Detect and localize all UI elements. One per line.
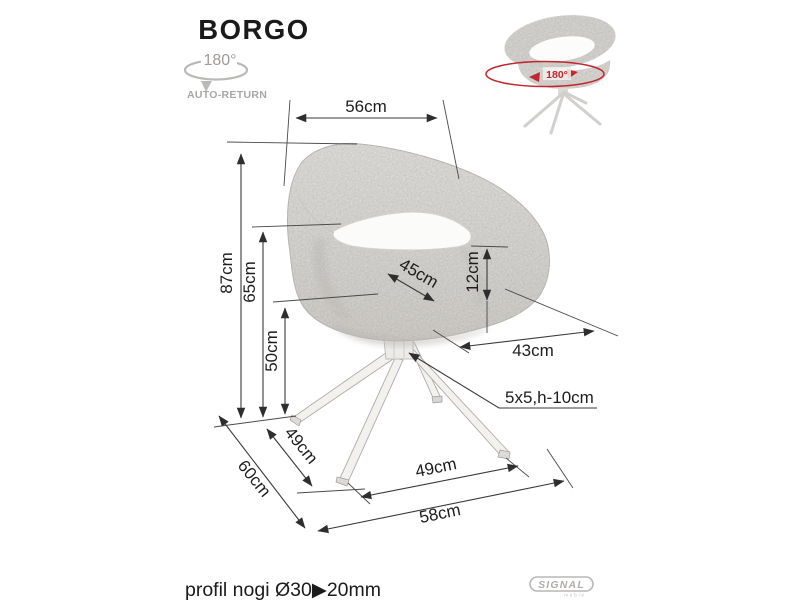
dim-base-width-label: 58cm — [417, 500, 463, 528]
chair-leg-right — [405, 347, 509, 457]
dim-base-inner-depth-label: 49cm — [280, 423, 322, 468]
chair-photo-thumbnail — [486, 8, 619, 133]
dim-base-inner-width-label: 49cm — [413, 454, 459, 482]
leg-profile-note: profil nogi Ø30▶20mm — [185, 579, 381, 601]
chair-base — [290, 328, 510, 486]
dim-total-height-label: 87cm — [217, 252, 236, 294]
dim-base-inner-width — [348, 454, 529, 504]
chair-leg-left — [295, 350, 396, 423]
product-title: BORGO — [198, 14, 310, 45]
brand-subtitle: meble — [564, 592, 586, 598]
dim-seat-depth-label: 43cm — [512, 341, 554, 360]
photo-legs — [525, 92, 600, 133]
auto-return-label: AUTO-RETURN — [187, 89, 268, 101]
auto-return-icon — [185, 50, 267, 101]
brand-name: SIGNAL — [538, 579, 585, 591]
dim-mount-profile-label: 5x5,h-10cm — [505, 388, 594, 407]
dim-base-depth-label: 60cm — [233, 456, 275, 501]
dim-seat-height-label: 50cm — [262, 330, 281, 372]
dim-seat-width-label: 45cm — [395, 254, 442, 292]
dim-top-width-label: 56cm — [345, 97, 387, 116]
chair-leg-front — [340, 358, 403, 482]
brand-logo — [530, 577, 593, 598]
chair-foot-back — [432, 396, 442, 403]
photo-rotation-angle: 180° — [546, 69, 568, 81]
dim-back-height-label: 65cm — [240, 261, 259, 303]
chair-foot-right — [498, 450, 510, 459]
rotation-angle-label: 180° — [203, 52, 237, 69]
dim-backrest-height-label: 12cm — [463, 251, 482, 293]
chair-illustration — [287, 143, 549, 346]
base-reference-line — [214, 416, 296, 427]
